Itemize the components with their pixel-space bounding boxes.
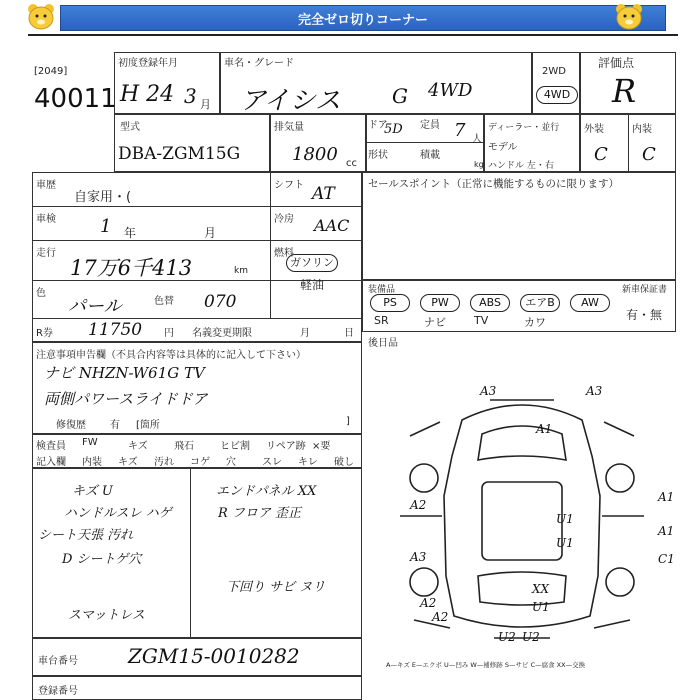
color-code-value: 070 xyxy=(204,292,237,312)
drive-box xyxy=(532,52,580,114)
car-name: アイシス xyxy=(240,86,341,116)
remark-right-item: 下回り サビ ヌリ xyxy=(226,580,326,595)
row-line xyxy=(32,318,362,319)
damage-mark: U2 xyxy=(522,630,540,644)
name-change-month: 月 xyxy=(300,328,310,339)
mileage-label: 走行 xyxy=(36,248,56,259)
registration-month: 3 xyxy=(184,84,197,108)
damage-mark: A2 xyxy=(410,498,427,512)
name-change-day: 日 xyxy=(344,328,354,339)
model-code: DBA-ZGM15G xyxy=(118,144,241,164)
lot-code: [2049] xyxy=(34,66,68,77)
color-code-label: 色替 xyxy=(154,296,174,307)
inspection-label: 車検 xyxy=(36,214,56,225)
exterior-grade: C xyxy=(594,144,608,165)
equipment-item: ABS xyxy=(470,294,510,312)
exterior-label: 外装 xyxy=(584,124,604,135)
damage-mark: U1 xyxy=(556,512,574,526)
repair-location-bracket: [箇所 xyxy=(136,420,160,431)
car-grade: G xyxy=(392,84,408,108)
door-label: ドア xyxy=(368,120,388,131)
remark-right-item: エンドパネル XX xyxy=(216,484,317,499)
later-install-label: 後日品 xyxy=(368,338,398,349)
door-value: 5D xyxy=(384,122,403,137)
inspector-mark: 汚れ xyxy=(154,457,174,468)
mileage-value: 17万6千413 xyxy=(70,256,193,280)
inspector-mark: 破し xyxy=(334,457,354,468)
capacity-value: 7 xyxy=(454,120,466,141)
equipment-item: TV xyxy=(474,314,489,327)
inspector-mark: キズ xyxy=(118,457,138,468)
month-unit: 月 xyxy=(200,98,211,111)
banner xyxy=(0,0,700,38)
repair-history-label: 修復歴 xyxy=(56,420,86,431)
km-unit: km xyxy=(234,266,248,276)
interior-label: 内装 xyxy=(632,124,652,135)
inspector-mark: コゲ xyxy=(190,457,210,468)
remark-left-item: D シートゲ穴 xyxy=(62,552,142,567)
history-value: 自家用・( xyxy=(74,190,132,205)
col-line xyxy=(270,172,271,318)
bear-mascot-icon xyxy=(24,2,58,32)
ac-value: AAC xyxy=(314,216,350,235)
car-drive: 4WD xyxy=(428,80,473,101)
model-code-label: 型式 xyxy=(120,122,140,133)
bear-mascot-icon xyxy=(612,2,646,32)
damage-mark: A2 xyxy=(420,596,437,610)
damage-mark: A1 xyxy=(658,490,675,504)
inspector-mark: キズ xyxy=(128,441,148,452)
inspector-mark: ×要 xyxy=(312,441,331,452)
remark-left-item: キズ U xyxy=(72,484,113,499)
remarks-divider xyxy=(190,468,191,638)
damage-mark: C1 xyxy=(658,552,675,566)
damage-mark: A3 xyxy=(410,550,427,564)
kg-unit: kg xyxy=(474,160,484,169)
yen-unit: 円 xyxy=(164,328,174,339)
notes-label: 注意事項申告欄（不具合内容等は具体的に記入して下さい） xyxy=(36,350,306,361)
load-label: 積載 xyxy=(420,150,440,161)
damage-mark: A1 xyxy=(658,524,675,538)
damage-mark: A2 xyxy=(432,610,449,624)
shape-label: 形状 xyxy=(368,150,388,161)
drive-2wd-option: 2WD xyxy=(542,66,566,77)
lot-number: 40011 xyxy=(34,84,117,114)
history-label: 車歴 xyxy=(36,180,56,191)
inspector-label-1: 検査員 xyxy=(36,441,66,452)
inspector-mark: スレ xyxy=(262,457,282,468)
cc-unit: cc xyxy=(346,158,357,169)
row-line xyxy=(32,240,362,241)
inspection-years: 1 xyxy=(100,216,112,237)
damage-mark: A3 xyxy=(586,384,603,398)
steering-label: ハンドル 左・右 xyxy=(488,161,554,171)
remark-left-item: スマットレス xyxy=(68,608,145,623)
registration-year: H 24 xyxy=(120,82,175,107)
year-unit: 年 xyxy=(124,226,137,240)
equipment-item: PS xyxy=(370,294,410,312)
evaluation-score: R xyxy=(612,72,637,110)
banner-title: 完全ゼロ切りコーナー xyxy=(297,13,428,28)
damage-mark: XX xyxy=(532,582,550,596)
capacity-label: 定員 xyxy=(420,120,440,131)
capacity-unit: 人 xyxy=(472,134,482,145)
auction-sheet xyxy=(28,34,678,700)
warranty-value: 有・無 xyxy=(626,308,663,322)
inspection-month-unit: 月 xyxy=(204,226,217,240)
inspector-mark: 穴 xyxy=(226,457,236,468)
equipment-item: エアB xyxy=(520,294,560,312)
equipment-item: カワ xyxy=(524,316,546,329)
damage-mark: A1 xyxy=(536,422,553,436)
car-name-label: 車名・グレード xyxy=(224,58,294,69)
grades-divider xyxy=(628,114,629,172)
equipment-item: SR xyxy=(374,314,389,327)
notes-line-2: 両側パワースライドドア xyxy=(44,390,208,408)
equipment-item: AW xyxy=(570,294,610,312)
chassis-number: ZGM15-0010282 xyxy=(128,644,300,668)
remark-left-item: ハンドルスレ ハゲ xyxy=(64,506,172,521)
displacement-label: 排気量 xyxy=(274,122,304,133)
color-value: パール xyxy=(68,296,122,317)
first-registration-label: 初度登録年月 xyxy=(118,58,178,69)
chassis-label: 車台番号 xyxy=(38,656,78,667)
model-change-label: モデル xyxy=(488,142,518,153)
displacement: 1800 xyxy=(292,144,338,165)
row-line xyxy=(32,206,362,207)
damage-mark: U2 xyxy=(498,630,516,644)
ac-label: 冷房 xyxy=(274,214,294,225)
recycle-value: 11750 xyxy=(88,320,143,340)
registration-label: 登録番号 xyxy=(38,686,78,697)
notes-line-1: ナビ NHZN-W61G TV xyxy=(44,364,205,382)
equipment-item: ナビ xyxy=(424,316,446,329)
inspector-mark: FW xyxy=(82,437,98,448)
color-label: 色 xyxy=(36,288,46,299)
inspector-mark: 内装 xyxy=(82,457,102,468)
inspector-mark: ヒビ割 xyxy=(220,441,250,452)
inspector-mark: リペア跡 xyxy=(266,441,306,452)
repair-location-end: ] xyxy=(346,416,350,427)
drive-4wd-selected: 4WD xyxy=(536,86,578,104)
shift-value: AT xyxy=(312,184,335,204)
remark-right-item: R フロア 歪正 xyxy=(218,506,302,521)
banner-bar xyxy=(60,5,666,31)
recycle-label: R券 xyxy=(36,328,53,339)
equipment-label: 装備品 xyxy=(368,285,396,295)
damage-mark: A3 xyxy=(480,384,497,398)
spec-divider xyxy=(366,142,484,143)
fuel-light-oil-option: 軽油 xyxy=(300,278,325,292)
warranty-label: 新車保証書 xyxy=(622,285,668,295)
dealer-label: ディーラー・並行 xyxy=(488,123,560,133)
repair-history-value: 有 xyxy=(110,420,120,431)
fuel-gasoline-selected: ガソリン xyxy=(286,254,338,272)
inspector-mark: キレ xyxy=(298,457,318,468)
damage-legend: A—キズ E—エクボ U—凹み W—補修跡 S—サビ C—腐食 XX—交換 xyxy=(386,661,586,669)
remark-left-item: シート天張 汚れ xyxy=(38,528,134,543)
registration-box xyxy=(32,676,362,700)
inspector-label-2: 記入欄 xyxy=(36,457,66,468)
equipment-item: PW xyxy=(420,294,460,312)
shift-label: シフト xyxy=(274,180,304,191)
name-change-label: 名義変更期限 xyxy=(192,328,252,339)
fuel-label: 燃料 xyxy=(274,248,294,259)
evaluation-label: 評価点 xyxy=(598,56,635,70)
damage-mark: U1 xyxy=(532,600,550,614)
interior-grade: C xyxy=(642,144,656,165)
damage-mark: U1 xyxy=(556,536,574,550)
sales-point-label: セールスポイント（正常に機能するものに限ります） xyxy=(368,178,620,190)
inspector-mark: 飛石 xyxy=(174,441,194,452)
